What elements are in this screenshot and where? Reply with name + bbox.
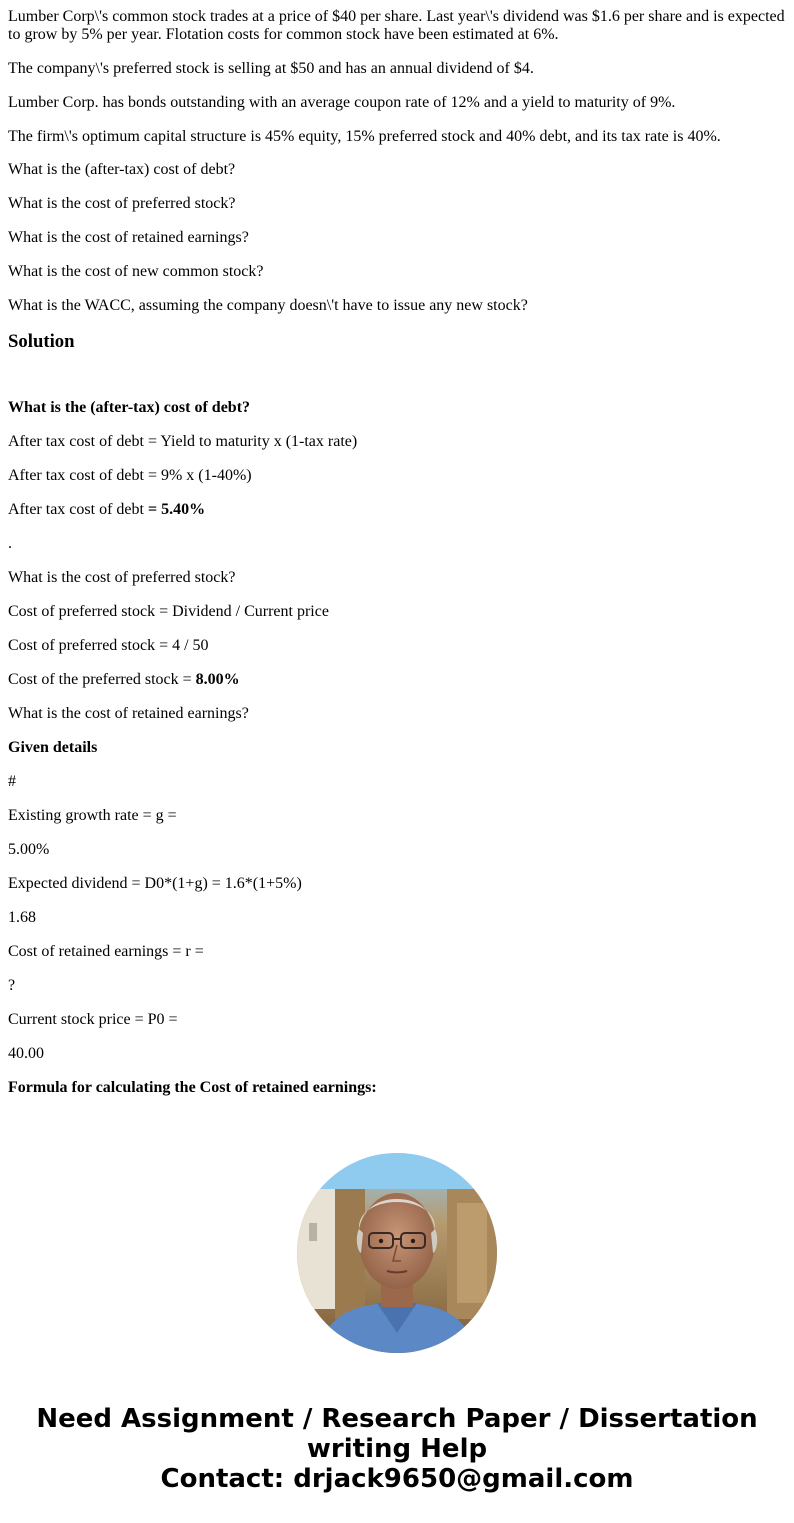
debt-formula-line: After tax cost of debt = Yield to maturity x (1-tax rate) <box>8 433 358 450</box>
debt-result-line: After tax cost of debt = 5.40% <box>8 501 206 518</box>
promo-footer <box>0 1404 794 1494</box>
problem-statement <box>8 8 786 146</box>
solution-heading: Solution <box>8 331 75 352</box>
footer-line-1: Need Assignment / Research Paper / Dissertation <box>36 1404 758 1434</box>
separator-dot: . <box>8 535 12 552</box>
preferred-substitution-line: Cost of preferred stock = 4 / 50 <box>8 637 209 654</box>
growth-rate-value: 5.00% <box>8 841 50 858</box>
problem-paragraph-4: The firm\'s optimum capital structure is 45% equity, 15% preferred stock and 40% debt, and its tax rate is 40%. <box>8 128 721 145</box>
growth-rate-label: Existing growth rate = g = <box>8 807 177 824</box>
retained-question: What is the cost of retained earnings? <box>8 705 249 722</box>
problem-paragraph-1: Lumber Corp\'s common stock trades at a price of $40 per share. Last year\'s dividend was $1.6 per share and is expected to grow by 5% per year. Flotation costs for common stock have been estimated at 6%. <box>8 8 785 43</box>
cost-retained-label: Cost of retained earnings = r = <box>8 943 204 960</box>
retained-section <box>8 705 786 1097</box>
stock-price-value: 40.00 <box>8 1045 44 1062</box>
problem-paragraph-3: Lumber Corp. has bonds outstanding with an average coupon rate of 12% and a yield to maturity of 9%. <box>8 94 676 111</box>
cost-retained-value: ? <box>8 977 16 994</box>
preferred-result-value: 8.00% <box>195 671 240 688</box>
debt-result-value: = 5.40% <box>147 501 206 518</box>
avatar-portrait-image <box>297 1153 497 1353</box>
question-5: What is the WACC, assuming the company doesn\'t have to issue any new stock? <box>8 297 528 314</box>
preferred-question: What is the cost of preferred stock? <box>8 569 236 586</box>
debt-question: What is the (after-tax) cost of debt? <box>8 399 251 416</box>
expected-dividend-label: Expected dividend = D0*(1+g) = 1.6*(1+5%) <box>8 875 302 892</box>
question-2: What is the cost of preferred stock? <box>8 195 236 212</box>
question-4: What is the cost of new common stock? <box>8 263 264 280</box>
footer-contact-line: Contact: drjack9650@gmail.com <box>160 1464 634 1494</box>
expected-dividend-value: 1.68 <box>8 909 36 926</box>
footer-line-2: writing Help <box>306 1434 488 1464</box>
preferred-formula-line: Cost of preferred stock = Dividend / Current price <box>8 603 329 620</box>
given-details-label: Given details <box>8 739 98 756</box>
preferred-section <box>8 569 786 689</box>
formula-label: Formula for calculating the Cost of retained earnings: <box>8 1079 377 1096</box>
question-list <box>8 161 786 315</box>
question-1: What is the (after-tax) cost of debt? <box>8 161 236 178</box>
preferred-result-line: Cost of the preferred stock = 8.00% <box>8 671 240 688</box>
question-3: What is the cost of retained earnings? <box>8 229 249 246</box>
stock-price-label: Current stock price = P0 = <box>8 1011 178 1028</box>
debt-section <box>8 399 786 553</box>
problem-paragraph-2: The company\'s preferred stock is selling at $50 and has an annual dividend of $4. <box>8 60 534 77</box>
debt-substitution-line: After tax cost of debt = 9% x (1-40%) <box>8 467 252 484</box>
hash-marker: # <box>8 773 16 790</box>
author-avatar <box>297 1153 497 1353</box>
